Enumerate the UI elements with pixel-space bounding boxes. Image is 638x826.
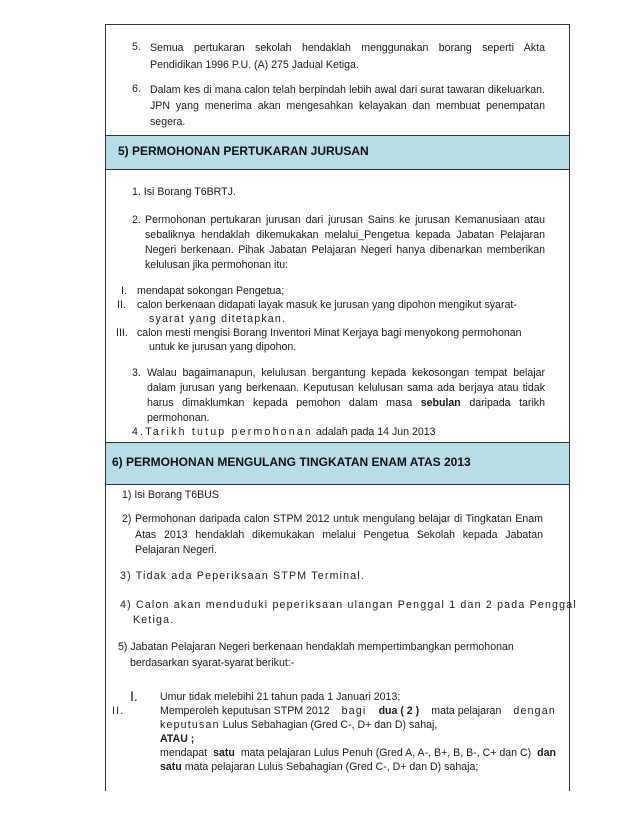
roman-num: II. [117,299,126,311]
roman-num: I. [130,688,138,704]
s6-item-2: Permohonan daripada calon STPM 2012 untuk mengulang belajar di Tingkatan Enam Atas 2013 hendaklah dikemukakan melalui Pengetua Sekolah kepada Jabatan Pelajaran Negeri. [135,513,543,556]
list-number: 5. [132,41,141,53]
s6-item-5-cont: berdasarkan syarat-syarat berikut:- [130,657,295,669]
s6-mendapat-a: mendapat [160,747,208,759]
s6-item-5: 5) Jabatan Pelajaran Negeri berkenaan hendaklah mempertimbangkan permohonan [118,641,514,653]
roman-num: I. [121,285,127,297]
s5-roman-3-cont: untuk ke jurusan yang dipohon. [149,341,297,353]
s6-mendapat-b: mata pelajaran Lulus Penuh (Gred A, A-, B+, B, B-, C+ dan C) [240,747,532,759]
s5-item-3-text-end: daripada tarikh permohonan. [147,397,545,424]
section6-title: 6) PERMOHONAN MENGULANG TINGKATAN ENAM ATAS 2013 [112,455,471,469]
s6-roman-2-bagi: bagi [341,705,367,717]
s5-item-4-text: adalah pada 14 Jun 2013 [315,426,436,438]
roman-num: II. [112,705,125,717]
s5-roman-2: calon berkenaan didapati layak masuk ke jurusan yang dipohon mengikut syarat- [137,299,517,311]
s6-mendapat-bold3: satu [160,761,182,773]
s6-atau-text: ATAU ; [160,733,195,745]
s6-item-3: 3) Tidak ada Peperiksaan STPM Terminal. [120,570,366,582]
list-number: 3. [132,367,141,379]
s6-mendapat [160,746,556,760]
s6-roman-2 [160,704,556,718]
s6-roman-2-line2 [160,718,437,732]
list-item-6: Dalam kes di mana calon telah berpindah lebih awal dari surat tawaran dikeluarkan. JPN yang menerima akan mengesahkan kelayakan dan membuat penempatan segera. [150,84,545,128]
s5-roman-1: mendapat sokongan Pengetua; [137,285,285,297]
roman-num: III. [116,327,128,339]
s5-item-4 [132,425,436,439]
s6-roman-2-dengan: dengan [513,705,556,717]
divider [105,442,570,443]
s5-item-3 [147,366,545,426]
divider [105,135,570,136]
s6-item-1: 1) Isi Borang T6BUS [122,489,219,501]
s6-roman-1: Umur tidak melebihi 21 tahun pada 1 Januari 2013; [160,691,401,703]
s6-item-4: 4) Calon akan menduduki peperiksaan ulangan Penggal 1 dan 2 pada Penggal [120,599,577,611]
section5-title: 5) PERMOHONAN PERTUKARAN JURUSAN [118,144,369,158]
s6-atau [160,732,194,746]
s6-item-4-cont: Ketiga. [133,614,175,626]
s6-mendapat-bold1: satu [213,747,235,759]
top-border [105,24,570,25]
s6-roman-2-line2-text: Lulus Sebahagian (Gred C-, D+ dan D) sahaj, [222,719,438,731]
s5-item-4-spaced: 4.Tarikh tutup permohonan [132,426,314,438]
divider [105,169,570,170]
s6-roman-2-b: mata pelajaran [431,705,502,717]
s6-roman-2-bold: dua ( 2 ) [378,705,420,717]
s6-roman-2-keputusan: keputusan [160,719,220,731]
list-number: 2. [132,214,141,226]
divider [105,484,570,485]
s5-roman-3: calon mesti mengisi Borang Inventori Minat Kerjaya bagi menyokong permohonan [137,327,522,339]
s5-item-3-text: Walau bagaimanapun, kelulusan bergantung kepada kekosongan tempat belajar dalam jurusan yang berkenaan. Keputusan kelulusan sama ada berjaya atau tidak harus dimaklumkan kepada pemohon dalam masa [147,367,545,409]
list-number: 6. [132,83,141,95]
list-number: 2) [122,513,132,525]
s6-roman-2-a: Memperoleh keputusan STPM 2012 [160,705,330,717]
list-item-5: Semua pertukaran sekolah hendaklah menggunakan borang seperti Akta Pendidikan 1996 P.U. (A) 275 Jadual Ketiga. [150,42,545,71]
s6-mendapat-line2-text: mata pelajaran Lulus Sebahagian (Gred C-, D+ dan D) sahaja; [184,761,479,773]
s6-mendapat-bold2: dan [537,747,556,759]
s5-item-2: Permohonan pertukaran jurusan dari jurusan Sains ke jurusan Kemanusiaan atau sebaliknya hendaklah dikemukakan melalui_Pengetua kepada Jabatan Pelajaran Negeri berkenaan. Pihak Jabatan Pelajaran Negeri hanya dibenarkan memberikan kelulusan jika permohonan itu: [145,214,545,271]
s5-item-1: 1. Isi Borang T6BRTJ. [132,186,236,198]
s6-mendapat-line2 [160,760,478,774]
s5-item-3-bold: sebulan [420,397,461,409]
s5-roman-2-cont: syarat yang ditetapkan. [149,313,287,325]
